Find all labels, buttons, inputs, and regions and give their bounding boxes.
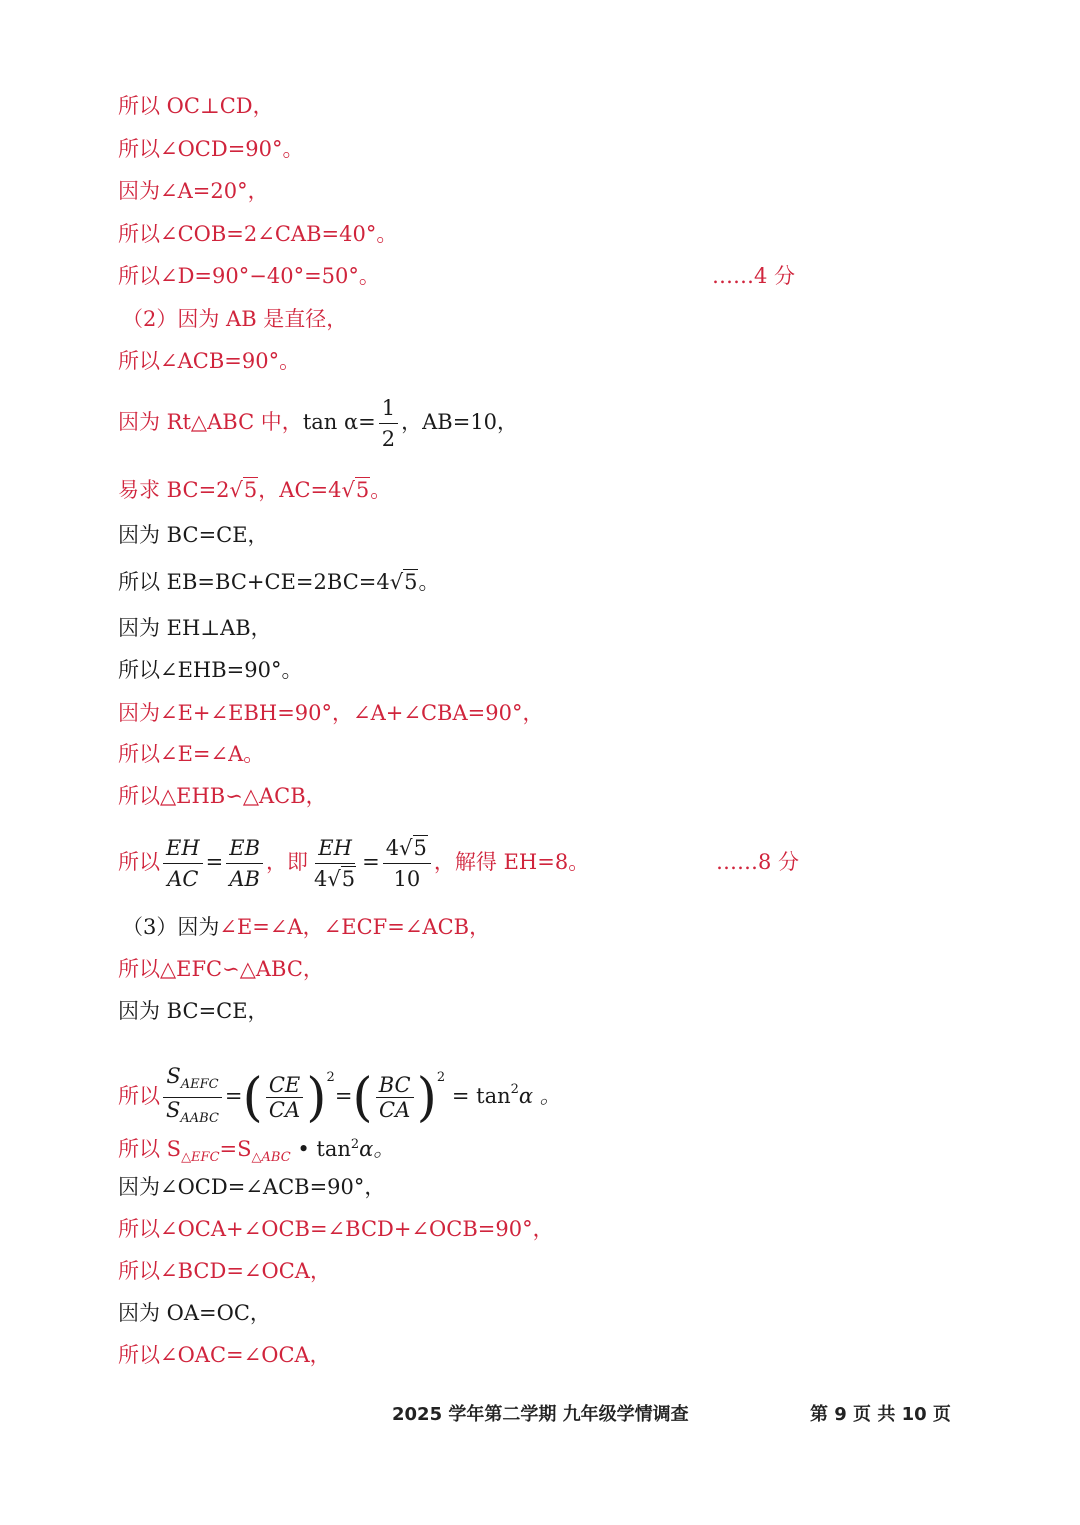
tan-text: = tan [451, 1084, 511, 1108]
text: 所以 EB=BC+CE=2BC=4 [118, 570, 390, 594]
subscript: △EFC [181, 1150, 220, 1165]
subscript: △ABC [251, 1150, 291, 1165]
text: ，AB=10， [401, 410, 519, 434]
denominator: 10 [393, 867, 421, 891]
text: （3）因为 [122, 915, 220, 939]
text: ，解得 EH=8。 [433, 850, 590, 874]
fraction [266, 1073, 303, 1122]
solution-line-fraction [118, 392, 518, 454]
denominator: CA [268, 1098, 301, 1122]
score-mark: ……4 分 [712, 264, 796, 288]
part-heading: （2）因为 AB 是直径， [122, 307, 348, 331]
numerator: CE [266, 1073, 303, 1098]
fraction [376, 1073, 414, 1122]
area-ratio-fraction [163, 1064, 222, 1131]
exponent: 2 [510, 1082, 519, 1097]
solution-line: 因为 BC=CE， [118, 999, 269, 1023]
tan-text: • tan [297, 1137, 351, 1161]
text: ，AC=4 [258, 478, 342, 502]
numerator: EH [163, 833, 203, 864]
radicand: 5 [341, 867, 356, 891]
text: =S [219, 1137, 252, 1161]
alpha: α。 [359, 1137, 395, 1161]
solution-line: 因为 BC=CE， [118, 523, 269, 547]
equals: = [224, 1084, 243, 1108]
solution-line: 所以 OC⊥CD， [118, 94, 274, 118]
subscript: AEFC [180, 1077, 219, 1092]
denominator: AB [229, 867, 260, 891]
numerator [383, 833, 431, 864]
denominator [163, 1098, 222, 1131]
text: 所以 S [118, 1137, 182, 1161]
solution-line: 所以∠EHB=90°。 [118, 658, 303, 682]
solution-line: 因为 OA=OC， [118, 1301, 271, 1325]
solution-line [118, 476, 391, 504]
solution-line: 因为 EH⊥AB， [118, 616, 272, 640]
denominator: AC [167, 867, 199, 891]
sqrt-symbol: √5 [389, 570, 418, 594]
numerator: EB [226, 833, 263, 864]
text: ∠E=∠A，∠ECF=∠ACB， [219, 915, 491, 939]
radicand: 5 [404, 570, 418, 594]
solution-line: 因为∠A=20°， [118, 179, 269, 203]
fraction [311, 833, 359, 894]
solution-line: 所以∠E=∠A。 [118, 742, 265, 766]
solution-line [118, 1173, 385, 1201]
fraction [163, 833, 203, 894]
exponent: 2 [350, 1137, 360, 1152]
sqrt-symbol: √5 [399, 836, 427, 860]
symbol: S [166, 1064, 181, 1088]
solution-line: 所以∠COB=2∠CAB=40°。 [118, 222, 398, 246]
solution-line: 所以△EHB∽△ACB， [118, 784, 327, 808]
solution-line: 所以∠OCA+∠OCB=∠BCD+∠OCB=90°， [118, 1217, 554, 1241]
sqrt-symbol: √5 [229, 478, 258, 502]
sqrt-symbol: √5 [341, 478, 370, 502]
equals: = [362, 850, 380, 874]
radicand: 5 [243, 478, 258, 502]
fraction [383, 833, 431, 894]
right-paren: ) [306, 1067, 327, 1128]
radicand: 5 [413, 836, 427, 860]
solution-line: 因为∠E+∠EBH=90°，∠A+∠CBA=90°， [118, 701, 544, 725]
right-paren: ) [416, 1067, 437, 1128]
numerator [163, 1064, 221, 1098]
coef: 4 [385, 836, 400, 860]
text: 。 [370, 478, 392, 502]
solution-line [118, 568, 439, 596]
solution-line: 所以∠D=90°−40°=50°。 [118, 264, 380, 288]
solution-line: 所以△EFC∽△ABC， [118, 957, 324, 981]
solution-line: 所以∠OAC=∠OCA， [118, 1343, 331, 1367]
equals: = [334, 1084, 353, 1108]
solution-line [118, 1131, 394, 1172]
numerator: EH [315, 833, 355, 864]
tan-text: tan α= [302, 410, 376, 434]
exponent: 2 [326, 1070, 335, 1085]
numerator: BC [376, 1073, 414, 1098]
fraction [379, 393, 398, 454]
solution-line: 所以∠OCD=90°。 [118, 137, 304, 161]
text: 因为 Rt△ABC 中， [118, 410, 303, 434]
text: 。 [418, 570, 440, 594]
numerator: 1 [379, 393, 398, 424]
text: 易求 BC=2 [118, 478, 230, 502]
text: ，即 [266, 850, 309, 874]
footer-page-number: 第 9 页 共 10 页 [810, 1404, 951, 1425]
equals: = [205, 850, 224, 874]
solution-line-fraction [118, 1044, 561, 1131]
score-mark: ……8 分 [716, 850, 800, 874]
text: 所以 [118, 1084, 160, 1108]
denominator [311, 864, 359, 894]
solution-line: 所以∠ACB=90°。 [118, 349, 301, 373]
part-heading [122, 913, 490, 941]
solution-line: 所以∠BCD=∠OCA， [118, 1259, 331, 1283]
left-paren: ( [242, 1067, 263, 1128]
denominator: 2 [381, 427, 396, 451]
subscript: AABC [180, 1111, 219, 1126]
alpha: α 。 [518, 1084, 561, 1108]
exponent: 2 [436, 1070, 446, 1085]
coef: 4 [314, 867, 328, 891]
text: 因为∠OCD=∠ACB=90°， [118, 1175, 386, 1199]
solution-line-fraction [118, 830, 589, 894]
radicand: 5 [355, 478, 370, 502]
sqrt-symbol: √5 [327, 867, 356, 891]
fraction [226, 833, 263, 894]
footer-exam-title: 2025 学年第二学期 九年级学情调查 [392, 1404, 689, 1425]
symbol: S [166, 1098, 181, 1122]
left-paren: ( [352, 1067, 373, 1128]
text: 所以 [118, 850, 160, 874]
denominator: CA [379, 1098, 411, 1122]
